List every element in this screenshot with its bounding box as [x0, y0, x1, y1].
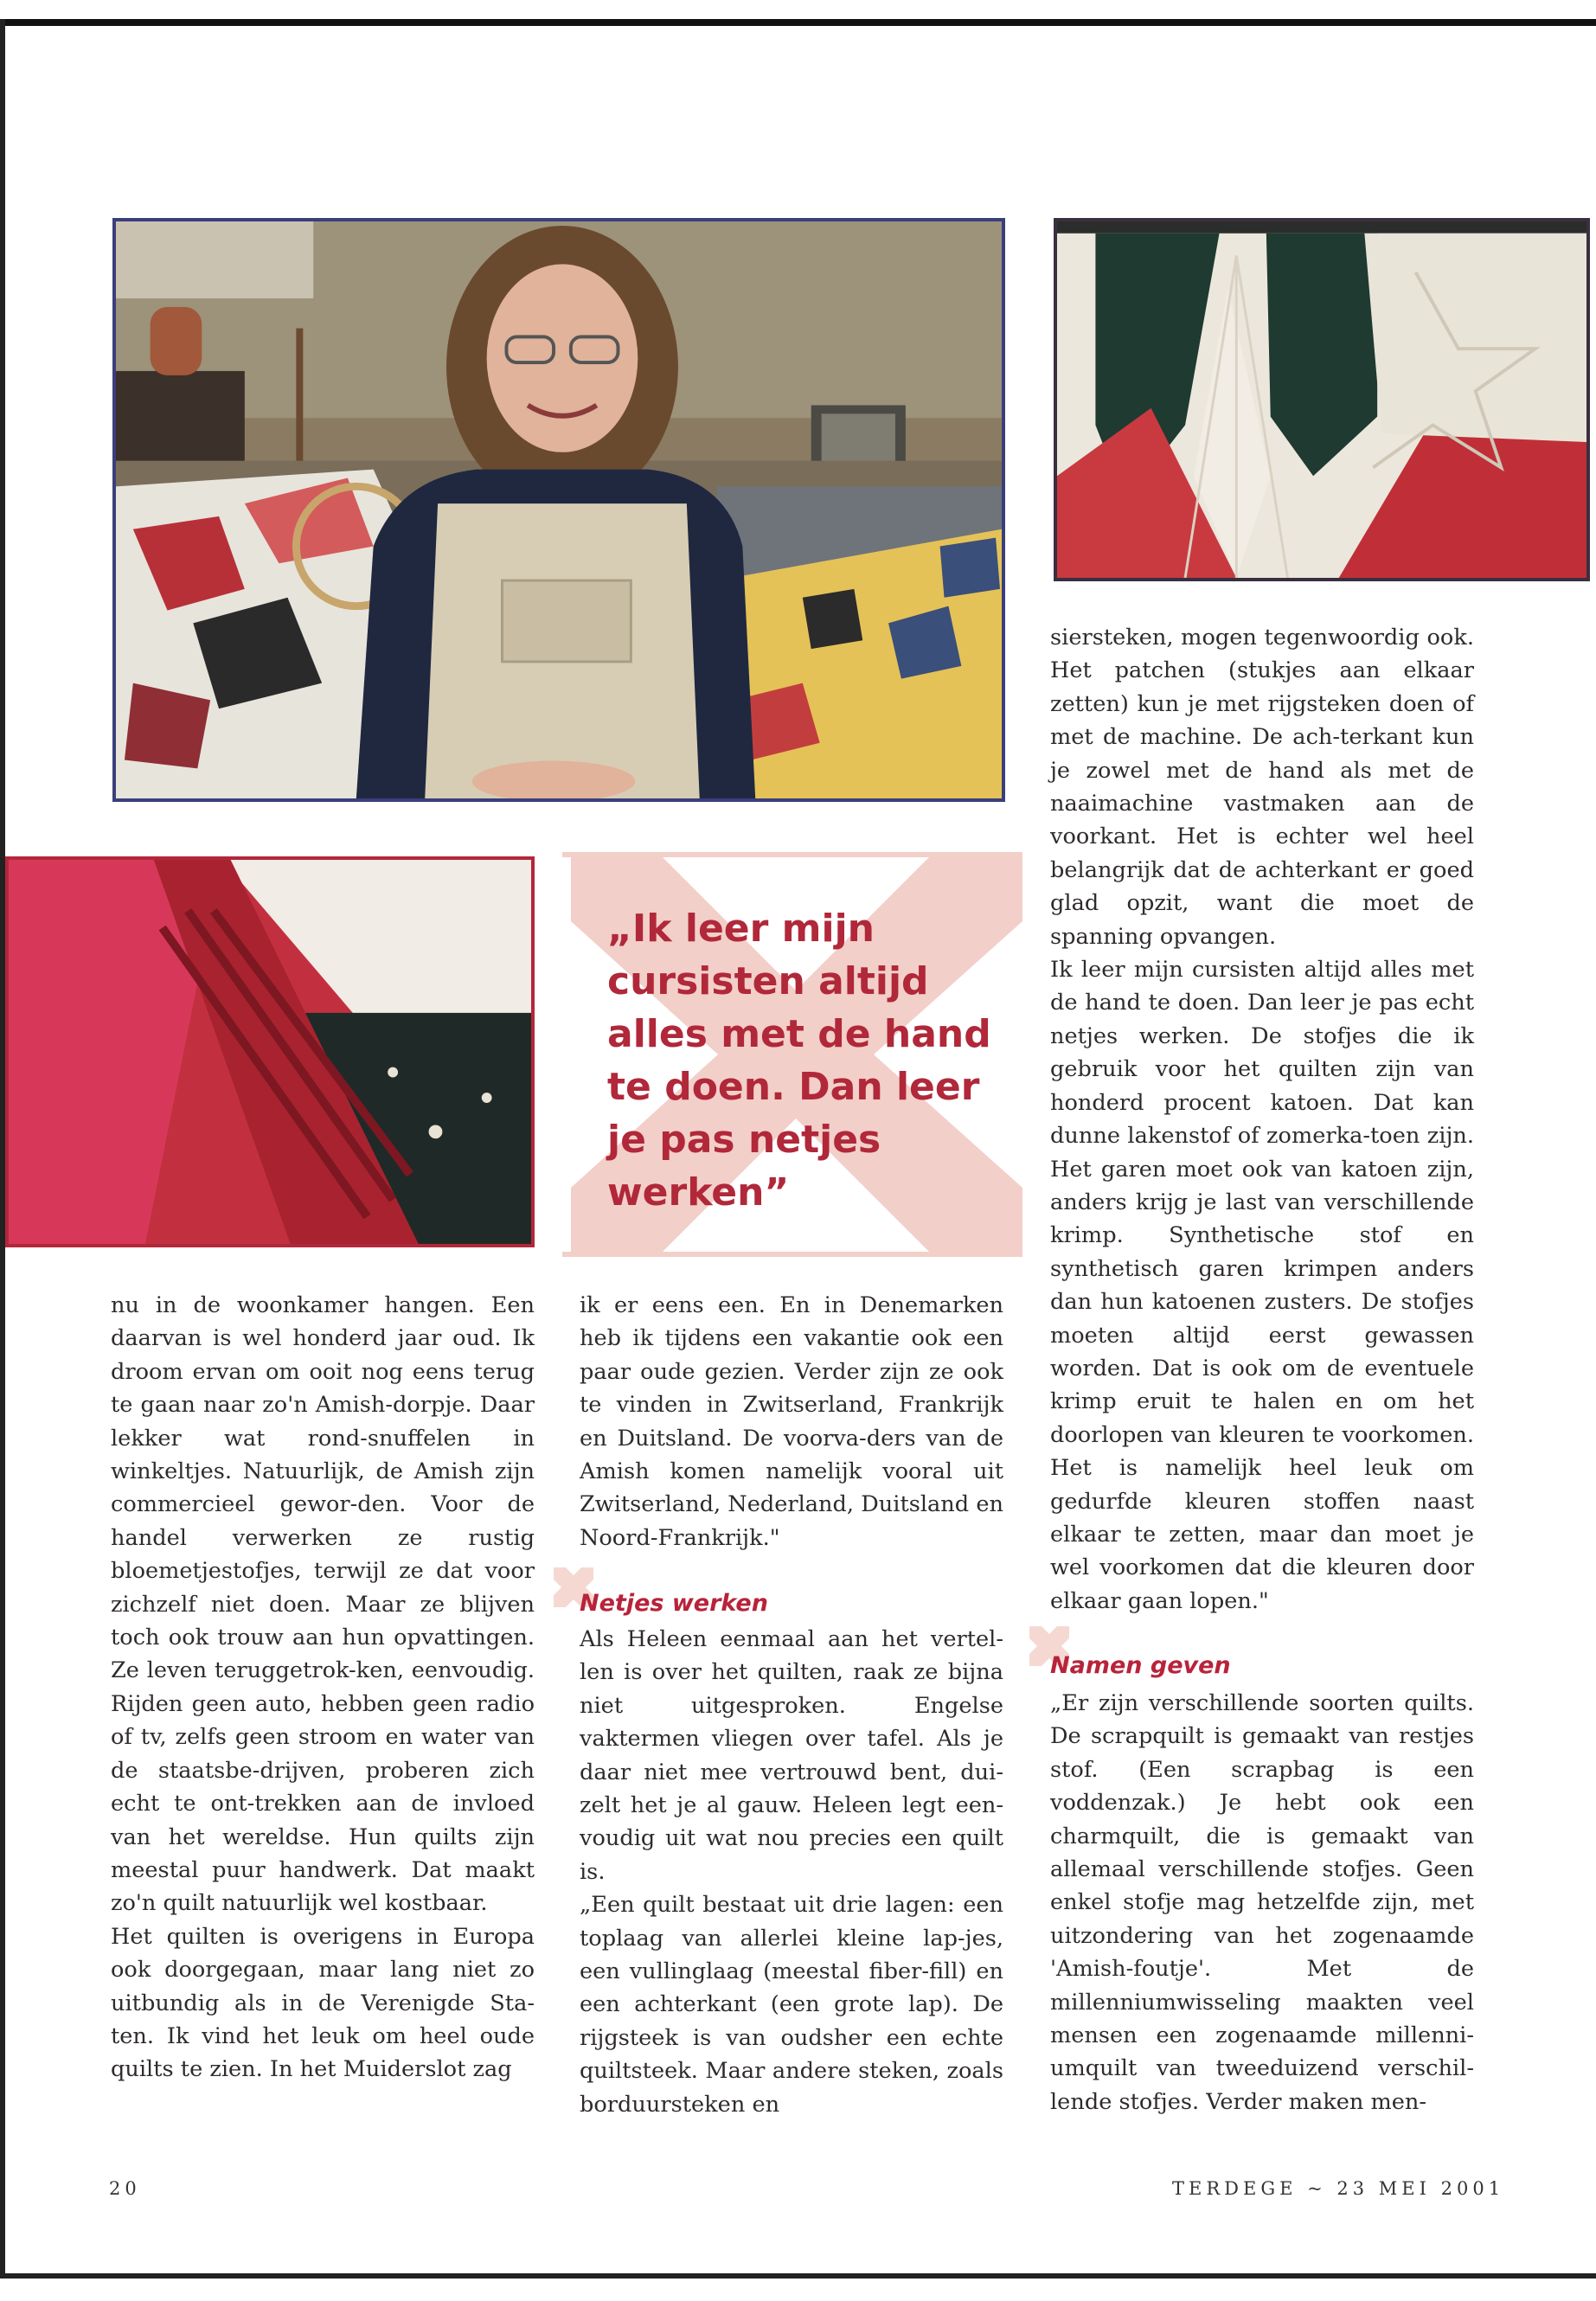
page-frame-bottom: [0, 2273, 1596, 2279]
page-frame-top: [0, 19, 1596, 26]
folio-right: [1172, 2178, 1504, 2199]
right-paragraph-3: „Er zijn verschillende soorten quilts. De scrapquilt is gemaakt van restjes stof. (Een scrapbag is een voddenzak.) Je hebt ook een charmquilt, die is gemaakt van allemaal verschillende stofjes. Geen enkel stofje mag hetzelfde zijn, met uitzondering van het zogenaamde 'Amish-foutje'. Met de millenniumwisseling maakten veel mensen een zogenaamde millenni-umquilt van tweeduizend verschil-lende stofjes. Verder maken men-: [1050, 1690, 1474, 2115]
folio-separator: ~: [1307, 2178, 1327, 2199]
subhead-netjes-werken: Netjes werken: [580, 1590, 768, 1617]
middle-column-top: [580, 1289, 1003, 1554]
left-paragraph-1: nu in de woonkamer hangen. Een daarvan is wel honderd jaar oud. Ik droom ervan om ooit nog eens terug te gaan naar zo'n Amish-dorpje. Daar lekker wat rond-snuffelen in winkeltjes. Natuurlijk, de Amish zijn commercieel gewor-den. Voor de handel verwerken ze rustig bloemetjestofjes, terwijl ze dat voor zichzelf niet doen. Maar ze blijven toch ook trouw aan hun opvattingen. Ze leven teruggetrok-ken, eenvoudig. Rijden geen auto, hebben geen radio of tv, zelfs geen stroom en water van de staatsbe-drijven, proberen zich echt te ont-trekken aan de invloed van het wereldse. Hun quilts zijn meestal puur handwerk. Dat maakt zo'n quilt natuurlijk wel kostbaar.: [111, 1292, 535, 1917]
right-column-bottom: [1050, 1687, 1474, 2118]
pull-quote-text: „Ik leer mijn cursisten altijd alles met de hand te doen. Dan leer je pas netjes werken”: [607, 907, 991, 1215]
page-number: 20: [109, 2178, 141, 2199]
quilt-star-photo: [1054, 218, 1590, 581]
left-paragraph-2: Het quilten is overigens in Europa ook doorgegaan, maar lang niet zo uitbundig als in de Verenigde Sta-ten. Ik vind het leuk om heel oude quilts te zien. In het Muiderslot zag: [111, 1923, 535, 2083]
right-paragraph-1: siersteken, mogen tegenwoordig ook. Het patchen (stukjes aan elkaar zetten) kun je met rijgsteken doen of met de machine. De ach-terkant kun je zowel met de hand als met de naaimachine vastmaken aan de voorkant. Het is echter wel heel belangrijk dat de achterkant er goed glad opzit, want die moet de spanning opvangen.: [1050, 625, 1474, 950]
middle-paragraph-3: „Een quilt bestaat uit drie lagen: een toplaag van allerlei kleine lap-jes, een vullinglaag (meestal fiber-fill) en een achterkant (een grote lap). De rijgsteek is van oudsher een echte quiltsteek. Maar andere steken, zoals borduursteken en: [580, 1892, 1003, 2118]
left-column: [111, 1289, 535, 2086]
portrait-photo: [112, 218, 1005, 802]
issue-date: 23 MEI 2001: [1336, 2178, 1505, 2199]
subhead-namen-geven: Namen geven: [1050, 1652, 1231, 1679]
right-paragraph-2: Ik leer mijn cursisten altijd alles met de hand te doen. Dan leer je pas echt netjes werken. De stofjes die ik gebruik voor het quilten zijn van honderd procent katoen. Dat kan dunne lakenstof of zomerka-toen zijn. Het garen moet ook van katoen zijn, anders krijg je last van verschillende krimp. Synthetische stof en synthetisch garen krimpen anders dan hun katoenen zusters. De stofjes moeten altijd eerst gewassen worden. Dat is ook om de eventuele krimp eruit te halen en om het doorlopen van kleuren te voorkomen. Het is namelijk heel leuk om gedurfde kleuren stoffen naast elkaar te zetten, maar dan moet je wel voorkomen dat die kleuren door elkaar gaan lopen.": [1050, 957, 1474, 1614]
quilt-fabric-photo: [5, 856, 535, 1247]
middle-column-bottom: [580, 1623, 1003, 2121]
magazine-name: TERDEGE: [1172, 2178, 1298, 2199]
right-column-top: [1050, 621, 1474, 1618]
pull-quote: [562, 852, 1022, 1257]
middle-paragraph-2: Als Heleen eenmaal aan het vertel-len is over het quilten, raak ze bijna niet uitgesproken. Engelse vaktermen vliegen over tafel. Als je daar niet mee vertrouwd bent, dui-zelt het je al gauw. Heleen legt een-voudig uit wat nou precies een quilt is.: [580, 1626, 1003, 1885]
middle-paragraph-1: ik er eens een. En in Denemarken heb ik tijdens een vakantie ook een paar oude gezien. Verder zijn ze ook te vinden in Zwitserland, Frankrijk en Duitsland. De voorva-ders van de Amish komen namelijk vooral uit Zwitserland, Nederland, Duitsland en Noord-Frankrijk.": [580, 1292, 1003, 1551]
